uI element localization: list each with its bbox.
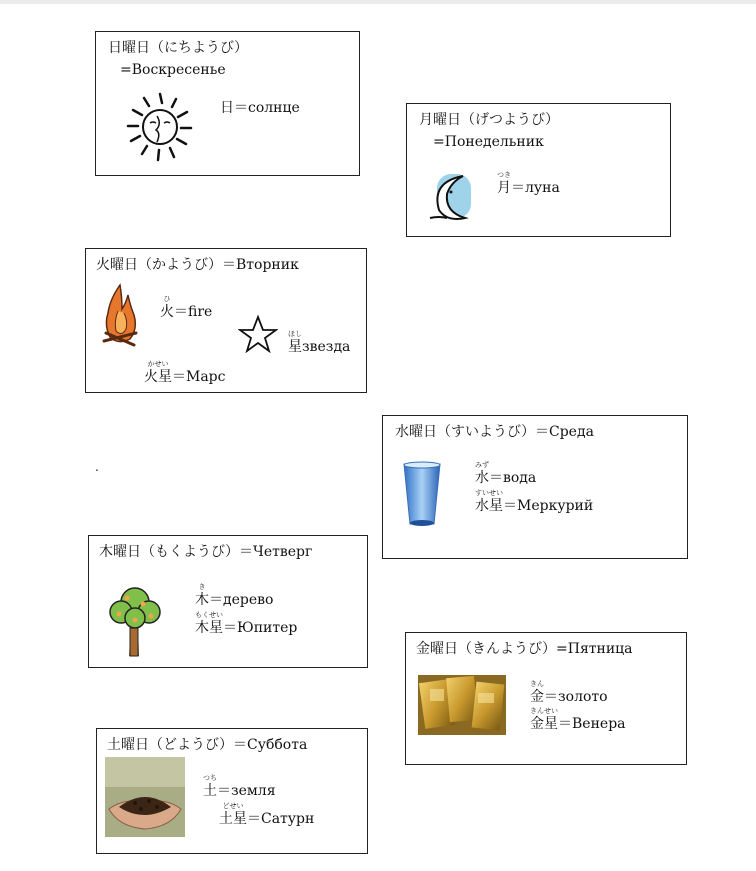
card-saturday xyxy=(96,728,368,854)
kanji: 日 xyxy=(220,100,234,116)
word-line xyxy=(497,171,560,196)
word-line xyxy=(530,707,626,732)
kanji: かせい 火星 xyxy=(144,360,172,385)
card-title: 木曜日（もくようび）＝Четверг xyxy=(99,544,313,560)
word-line xyxy=(219,802,315,827)
card-monday xyxy=(406,103,671,237)
card-title: 水曜日（すいようび）＝Среда xyxy=(395,424,594,440)
stray-mark: . xyxy=(95,460,99,474)
word-line xyxy=(220,100,300,116)
meaning: ＝золото xyxy=(544,689,608,705)
kanji: つき 月 xyxy=(497,171,511,196)
kanji: どせい 土星 xyxy=(219,802,247,827)
kanji: きんせい 金星 xyxy=(530,707,558,732)
meaning: ＝Меркурий xyxy=(503,498,594,514)
word-line xyxy=(160,295,213,320)
kanji: きん 金 xyxy=(530,680,544,705)
card-subtitle: =Понедельник xyxy=(433,134,544,150)
water-glass-icon xyxy=(401,460,443,532)
word-line xyxy=(475,461,537,486)
tree-icon xyxy=(109,580,161,662)
meaning: ＝Марс xyxy=(172,369,226,385)
kanji: つち 土 xyxy=(203,774,217,799)
card-sunday xyxy=(95,31,360,176)
card-wednesday xyxy=(382,415,688,559)
meaning: звезда xyxy=(302,339,351,355)
meaning: ＝солнце xyxy=(234,100,300,116)
meaning: ＝луна xyxy=(511,180,560,196)
word-line xyxy=(475,489,594,514)
word-line xyxy=(530,680,608,705)
fire-icon xyxy=(100,281,140,353)
soil-hands-image xyxy=(105,757,185,841)
moon-icon xyxy=(425,170,475,228)
meaning: ＝fire xyxy=(174,304,213,320)
kanji: すいせい 水星 xyxy=(475,489,503,514)
word-line xyxy=(195,611,298,636)
gold-bars-image xyxy=(418,675,506,739)
card-tuesday xyxy=(85,248,367,393)
sun-icon xyxy=(126,90,194,166)
card-title: 月曜日（げつようび） xyxy=(419,112,559,128)
meaning: ＝Юпитер xyxy=(223,620,298,636)
word-line xyxy=(203,774,276,799)
card-title: 金曜日（きんようび）=Пятница xyxy=(416,641,633,657)
word-line xyxy=(195,583,274,608)
card-title: 火曜日（かようび）＝Вторник xyxy=(96,257,299,273)
meaning: ＝Сатурн xyxy=(247,811,315,827)
star-icon xyxy=(238,315,278,357)
word-line xyxy=(144,360,226,385)
kanji: ひ 火 xyxy=(160,295,174,320)
meaning: ＝земля xyxy=(217,783,276,799)
card-title: 日曜日（にちようび） xyxy=(108,40,248,56)
card-title: 土曜日（どようび）＝Суббота xyxy=(107,737,308,753)
kanji: ほし 星 xyxy=(288,330,302,355)
meaning: ＝Венера xyxy=(558,716,626,732)
card-subtitle: =Воскресенье xyxy=(120,62,226,78)
kanji: もくせい 木星 xyxy=(195,611,223,636)
page-top-edge xyxy=(0,0,756,4)
meaning: ＝дерево xyxy=(209,592,274,608)
word-line xyxy=(288,330,351,355)
meaning: ＝вода xyxy=(489,470,537,486)
card-thursday xyxy=(88,535,368,668)
kanji: みず 水 xyxy=(475,461,489,486)
kanji: き 木 xyxy=(195,583,209,608)
card-friday xyxy=(405,632,687,765)
